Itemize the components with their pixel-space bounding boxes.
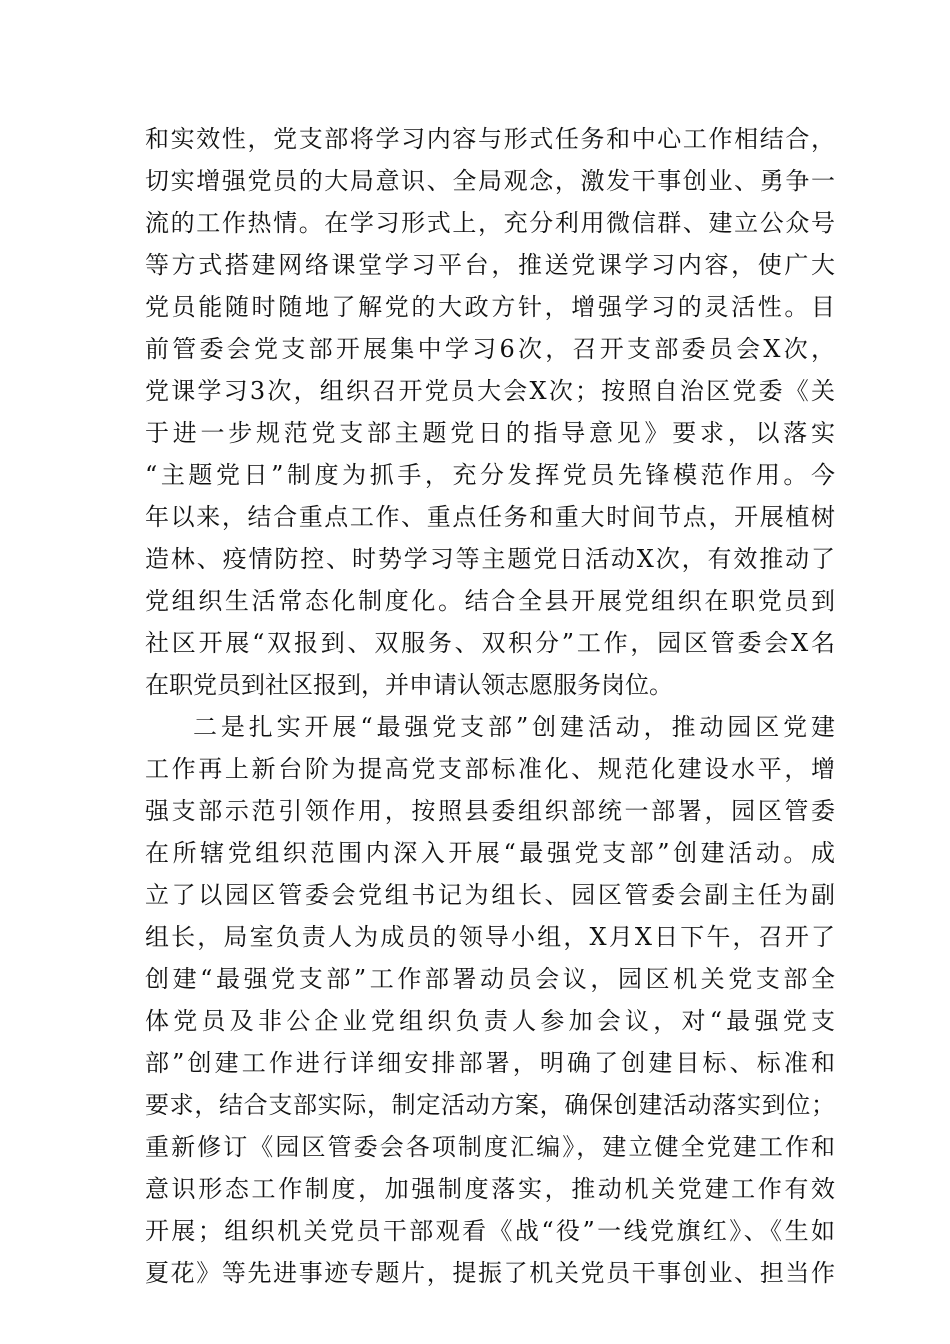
text-line: 开展；组织机关党员干部观看《战“役”一线党旗红》、《生如 [145,1217,835,1245]
text-line: “主题党日”制度为抓手，充分发挥党员先锋模范作用。今 [145,461,835,489]
text-line: 党员能随时随地了解党的大政方针，增强学习的灵活性。目 [145,293,835,321]
text-line: 前管委会党支部开展集中学习6次，召开支部委员会X次， [145,335,835,363]
text-line: 于进一步规范党支部主题党日的指导意见》要求，以落实 [145,419,835,447]
text-line: 创建“最强党支部”工作部署动员会议，园区机关党支部全 [145,965,835,993]
text-line: 在所辖党组织范围内深入开展“最强党支部”创建活动。成 [145,839,835,867]
text-line: 流的工作热情。在学习形式上，充分利用微信群、建立公众号 [145,209,835,237]
text-line: 重新修订《园区管委会各项制度汇编》，建立健全党建工作和 [145,1133,835,1161]
text-line: 社区开展“双报到、双服务、双积分”工作，园区管委会X名 [145,629,835,657]
text-line: 年以来，结合重点工作、重点任务和重大时间节点，开展植树 [145,503,835,531]
text-line: 组长，局室负责人为成员的领导小组，X月X日下午，召开了 [145,923,835,951]
paragraph-1 [145,118,835,706]
text-line: 意识形态工作制度，加强制度落实，推动机关党建工作有效 [145,1175,835,1203]
text-line: 等方式搭建网络课堂学习平台，推送党课学习内容，使广大 [145,251,835,279]
text-line: 党课学习3次，组织召开党员大会X次；按照自治区党委《关 [145,377,835,405]
text-line: 工作再上新台阶为提高党支部标准化、规范化建设水平，增 [145,755,835,783]
text-line: 二是扎实开展“最强党支部”创建活动，推动园区党建 [193,713,835,741]
text-line: 切实增强党员的大局意识、全局观念，激发干事创业、勇争一 [145,167,835,195]
text-line: 立了以园区管委会党组书记为组长、园区管委会副主任为副 [145,881,835,909]
text-line: 部”创建工作进行详细安排部署，明确了创建目标、标准和 [145,1049,835,1077]
paragraph-2 [145,706,835,1294]
text-line: 党组织生活常态化制度化。结合全县开展党组织在职党员到 [145,587,835,615]
text-line: 夏花》等先进事迹专题片，提振了机关党员干事创业、担当作 [145,1259,835,1287]
text-line: 要求，结合支部实际，制定活动方案，确保创建活动落实到位； [145,1091,835,1119]
text-line: 强支部示范引领作用，按照县委组织部统一部署，园区管委 [145,797,835,825]
document-body [145,118,835,1294]
text-line: 体党员及非公企业党组织负责人参加会议，对“最强党支 [145,1007,835,1035]
text-line: 造林、疫情防控、时势学习等主题党日活动X次，有效推动了 [145,545,835,573]
text-line: 在职党员到社区报到，并申请认领志愿服务岗位。 [145,671,673,699]
text-line: 和实效性，党支部将学习内容与形式任务和中心工作相结合， [145,125,835,153]
